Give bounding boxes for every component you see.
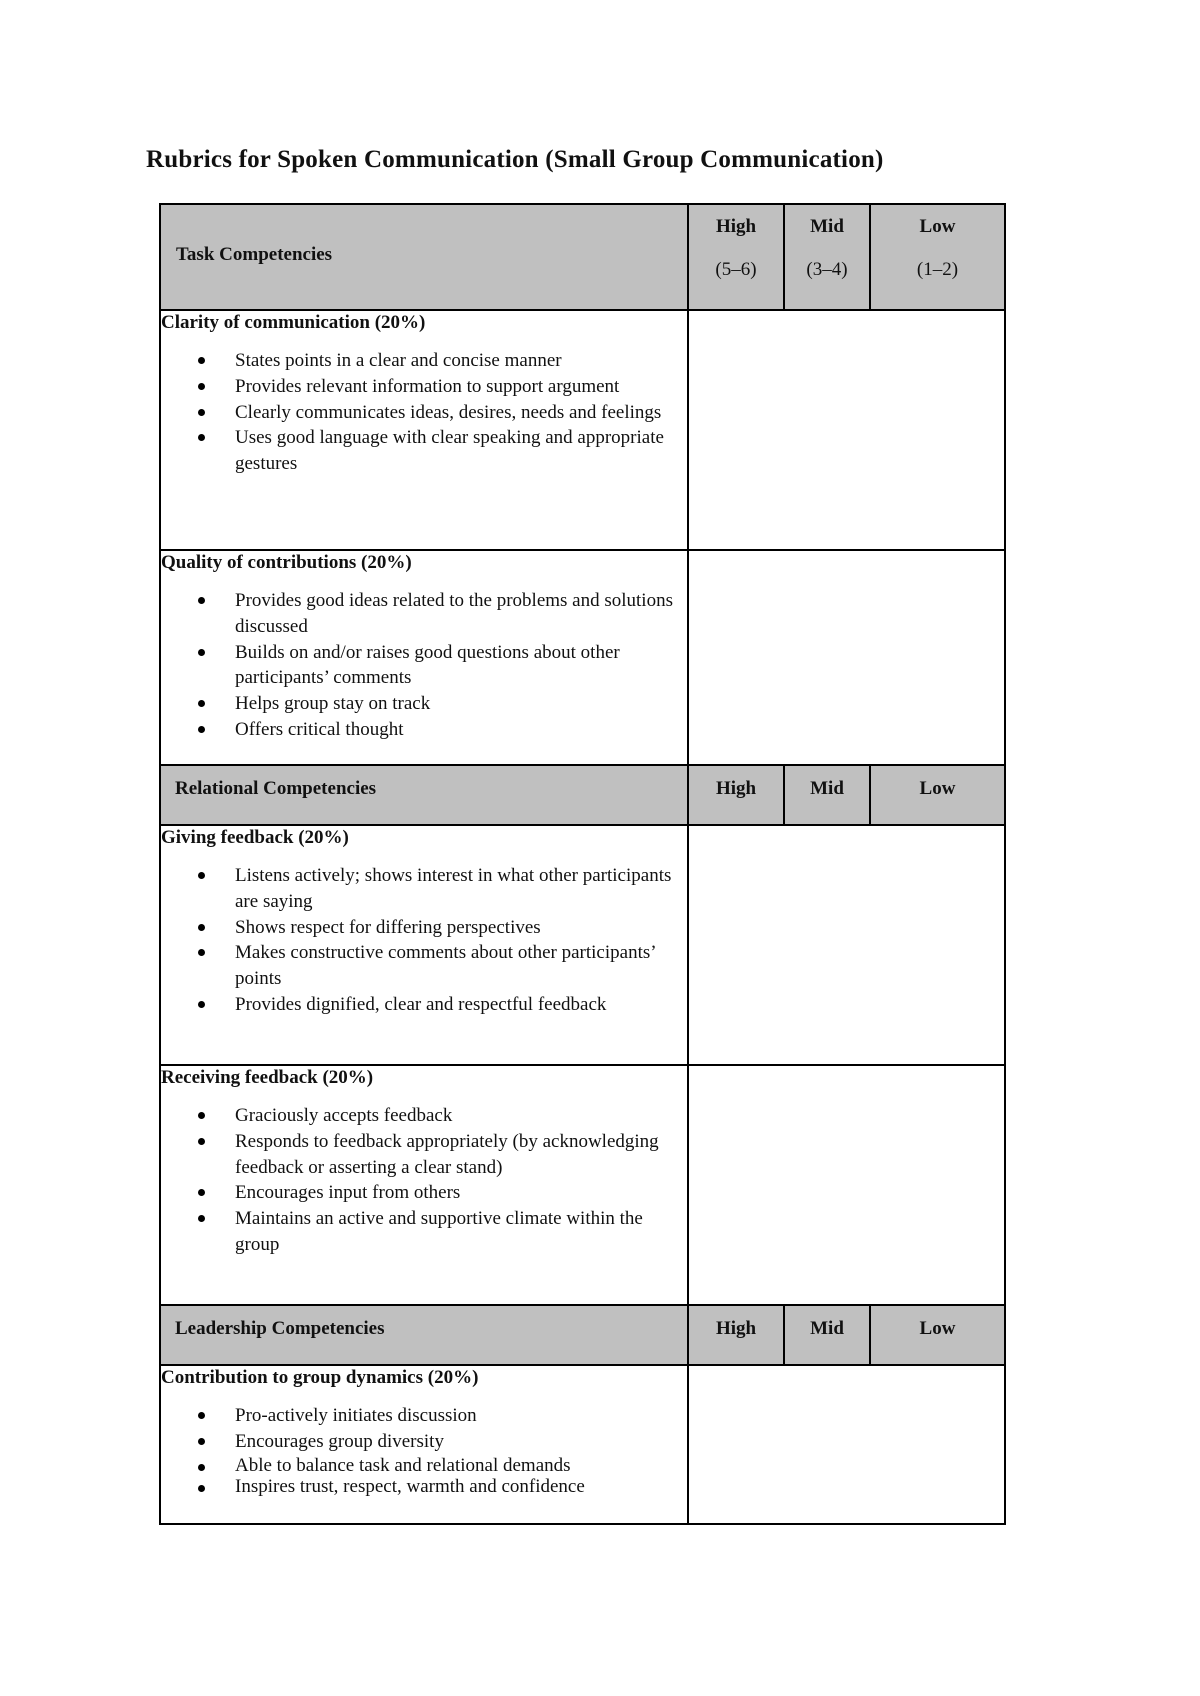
criterion-list xyxy=(161,863,687,1018)
criterion-item: Graciously accepts feedback xyxy=(195,1103,687,1129)
criterion-list xyxy=(161,1103,687,1258)
criterion-item: Provides relevant information to support argument xyxy=(195,374,687,400)
level-low-header xyxy=(870,204,1005,310)
criterion-row xyxy=(160,310,1005,550)
level-high-header: High xyxy=(688,765,784,825)
rubric-table xyxy=(159,203,1006,1525)
score-cell xyxy=(688,310,1005,550)
level-high-header xyxy=(688,204,784,310)
criterion-item: Able to balance task and relational demands xyxy=(195,1455,687,1476)
criterion-item: Maintains an active and supportive climate within the group xyxy=(195,1206,687,1258)
criterion-item: Helps group stay on track xyxy=(195,691,687,717)
criterion-item: States points in a clear and concise manner xyxy=(195,348,687,374)
criterion-item: Makes constructive comments about other participants’ points xyxy=(195,940,687,992)
criterion-item: Clearly communicates ideas, desires, needs and feelings xyxy=(195,400,687,426)
criterion-item: Pro-actively initiates discussion xyxy=(195,1403,687,1429)
criterion-row xyxy=(160,825,1005,1065)
score-cell xyxy=(688,825,1005,1065)
criterion-list xyxy=(161,588,687,743)
level-range: (5–6) xyxy=(715,259,757,280)
criterion-row xyxy=(160,1065,1005,1305)
criterion-title: Contribution to group dynamics (20%) xyxy=(161,1367,479,1388)
criterion-title: Receiving feedback (20%) xyxy=(161,1067,374,1088)
score-cell xyxy=(688,1365,1005,1524)
criterion-title: Quality of contributions (20%) xyxy=(161,552,412,573)
group-name: Leadership Competencies xyxy=(160,1305,688,1365)
criterion-title: Clarity of communication (20%) xyxy=(161,312,426,333)
document-title: Rubrics for Spoken Communication (Small Group Communication) xyxy=(146,146,884,173)
criterion-cell xyxy=(160,550,688,765)
criterion-row xyxy=(160,550,1005,765)
criterion-cell xyxy=(160,1065,688,1305)
criterion-item: Responds to feedback appropriately (by acknowledging feedback or asserting a clear stand) xyxy=(195,1129,687,1181)
criterion-cell xyxy=(160,825,688,1065)
criterion-item: Builds on and/or raises good questions about other participants’ comments xyxy=(195,640,687,692)
level-low-header: Low xyxy=(870,1305,1005,1365)
level-range: (1–2) xyxy=(916,259,959,280)
criterion-list xyxy=(161,348,687,477)
criterion-item: Encourages input from others xyxy=(195,1180,687,1206)
score-cell xyxy=(688,550,1005,765)
criterion-item: Encourages group diversity xyxy=(195,1429,687,1455)
criterion-title: Giving feedback (20%) xyxy=(161,827,349,848)
criterion-item: Provides dignified, clear and respectful feedback xyxy=(195,992,687,1018)
criterion-item: Inspires trust, respect, warmth and confidence xyxy=(195,1476,687,1497)
criterion-item: Provides good ideas related to the problems and solutions discussed xyxy=(195,588,687,640)
criterion-row xyxy=(160,1365,1005,1524)
level-high-header: High xyxy=(688,1305,784,1365)
group-name: Relational Competencies xyxy=(160,765,688,825)
task-competencies-header xyxy=(160,204,1005,310)
level-mid-header: Mid xyxy=(784,1305,870,1365)
relational-competencies-header xyxy=(160,765,1005,825)
criterion-item: Offers critical thought xyxy=(195,717,687,743)
level-mid-header xyxy=(784,204,870,310)
criterion-item: Uses good language with clear speaking and appropriate gestures xyxy=(195,425,687,477)
group-name: Task Competencies xyxy=(160,204,688,310)
leadership-competencies-header xyxy=(160,1305,1005,1365)
level-label: Low xyxy=(919,216,956,237)
criterion-cell xyxy=(160,1365,688,1524)
criterion-item: Shows respect for differing perspectives xyxy=(195,915,687,941)
criterion-item: Listens actively; shows interest in what other participants are saying xyxy=(195,863,687,915)
level-range: (3–4) xyxy=(806,259,848,280)
level-mid-header: Mid xyxy=(784,765,870,825)
level-low-header: Low xyxy=(870,765,1005,825)
criterion-cell xyxy=(160,310,688,550)
level-label: High xyxy=(715,216,757,237)
criterion-list xyxy=(161,1403,687,1497)
score-cell xyxy=(688,1065,1005,1305)
level-label: Mid xyxy=(810,216,844,237)
